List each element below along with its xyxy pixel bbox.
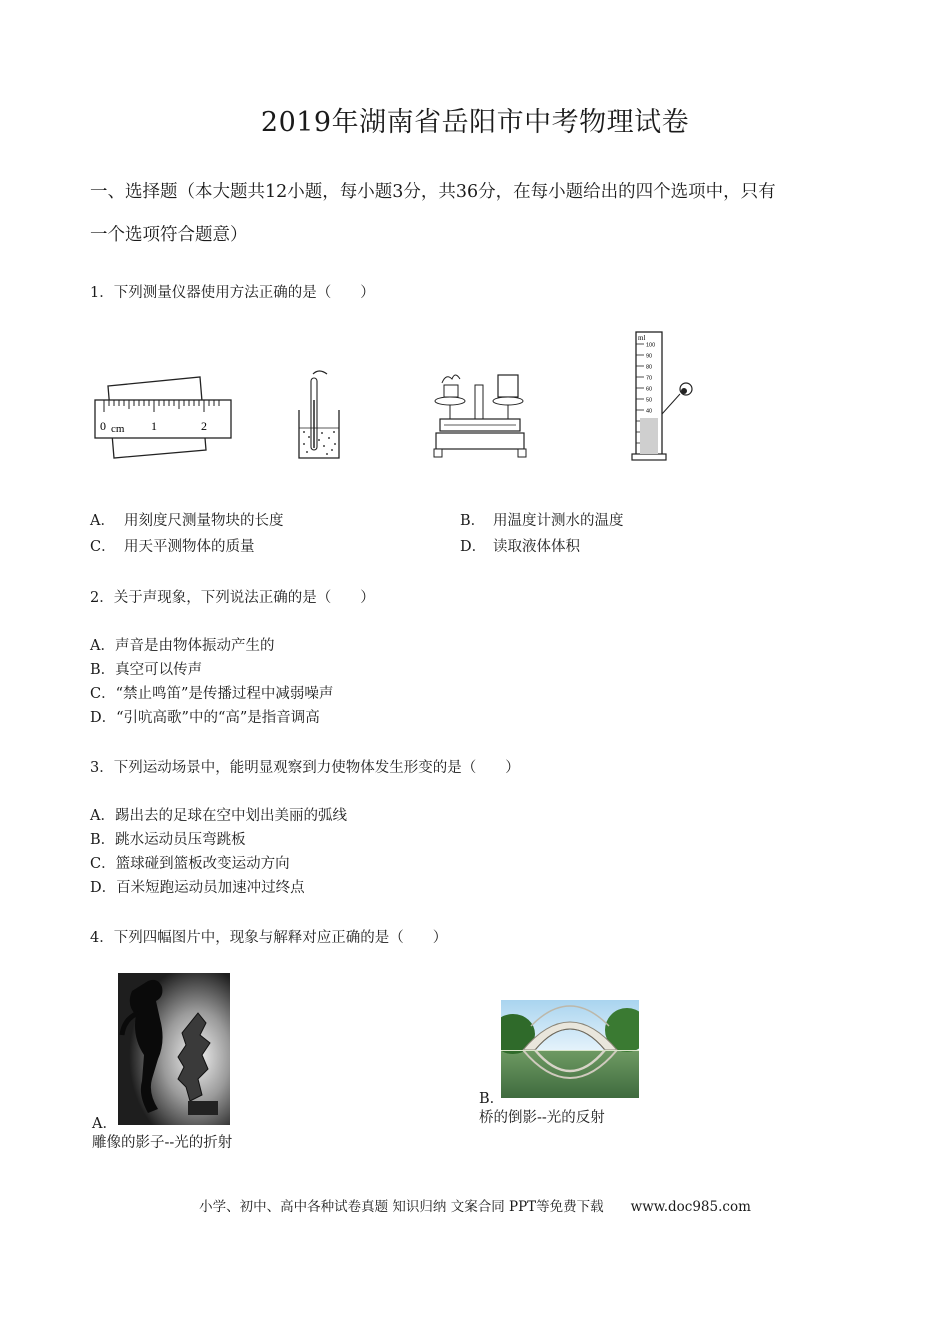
q3-option-d: D．百米短跑运动员加速冲过终点 [90,880,305,896]
q3-option-b: B．跳水运动员压弯跳板 [90,832,246,848]
q1-option-c-letter: C． [90,539,116,555]
q2-option-a: A．声音是由物体振动产生的 [90,638,275,654]
section-heading-line1: 一、选择题（本大题共12小题，每小题3分，共36分，在每小题给出的四个选项中，只有 [90,182,776,202]
q1-option-d-text: 读取液体体积 [493,539,580,555]
q4-option-b-letter: B． [479,1091,505,1107]
ruler-label-0: 0 [100,419,106,433]
question-3-stem: 3．下列运动场景中，能明显观察到力使物体发生形变的是（ ） [90,760,520,776]
q3-option-c: C．篮球碰到篮板改变运动方向 [90,856,290,872]
cylinder-tick-label: 60 [646,386,653,393]
cylinder-unit-label: ml [638,334,646,342]
ruler-label-2: 2 [201,419,207,433]
q4-option-a-letter: A． [92,1116,117,1132]
cylinder-tick-label: 90 [646,353,653,360]
ruler-label-cm: cm [111,423,125,435]
question-2-stem: 2．关于声现象，下列说法正确的是（ ） [90,590,375,606]
q1-option-d-letter: D． [460,539,487,555]
question-4-stem: 4．下列四幅图片中，现象与解释对应正确的是（ ） [90,930,448,946]
cylinder-tick-label: 40 [646,408,653,415]
q1-option-a-letter: A． [90,513,115,529]
ruler-figure [92,372,234,462]
q4-option-b-caption: 桥的倒影--光的反射 [479,1110,605,1126]
q3-option-a: A．踢出去的足球在空中划出美丽的弧线 [90,808,347,824]
q1-option-b-letter: B． [460,513,486,529]
q4-option-a-caption: 雕像的影子--光的折射 [92,1135,233,1151]
page-title: 2019年湖南省岳阳市中考物理试卷 [260,107,690,138]
q1-option-a-text: 用刻度尺测量物块的长度 [124,513,284,529]
cylinder-tick-label: 70 [646,375,653,382]
cylinder-tick-label: 80 [646,364,653,371]
q1-option-c-text: 用天平测物体的质量 [124,539,255,555]
balance-scale-figure [430,363,530,463]
cylinder-tick-label: 100 [646,342,656,349]
measuring-cylinder-figure [628,328,700,463]
ruler-label-1: 1 [151,419,157,433]
section-heading-line2: 一个选项符合题意） [90,225,248,245]
sculpture-shadow-photo [118,973,230,1125]
q2-option-d: D．“引吭高歌”中的“高”是指音调高 [90,710,320,726]
thermometer-beaker-figure [295,370,345,465]
question-1-stem: 1．下列测量仪器使用方法正确的是（ ） [90,285,375,301]
page-footer: 小学、初中、高中各种试卷真题 知识归纳 文案合同 PPT等免费下载 www.doc985.com [199,1199,751,1215]
q2-option-b: B．真空可以传声 [90,662,203,678]
cylinder-tick-label: 50 [646,397,653,404]
arch-bridge-photo [501,1000,639,1098]
q1-option-b-text: 用温度计测水的温度 [493,513,624,529]
q2-option-c: C．“禁止鸣笛”是传播过程中减弱噪声 [90,686,334,702]
